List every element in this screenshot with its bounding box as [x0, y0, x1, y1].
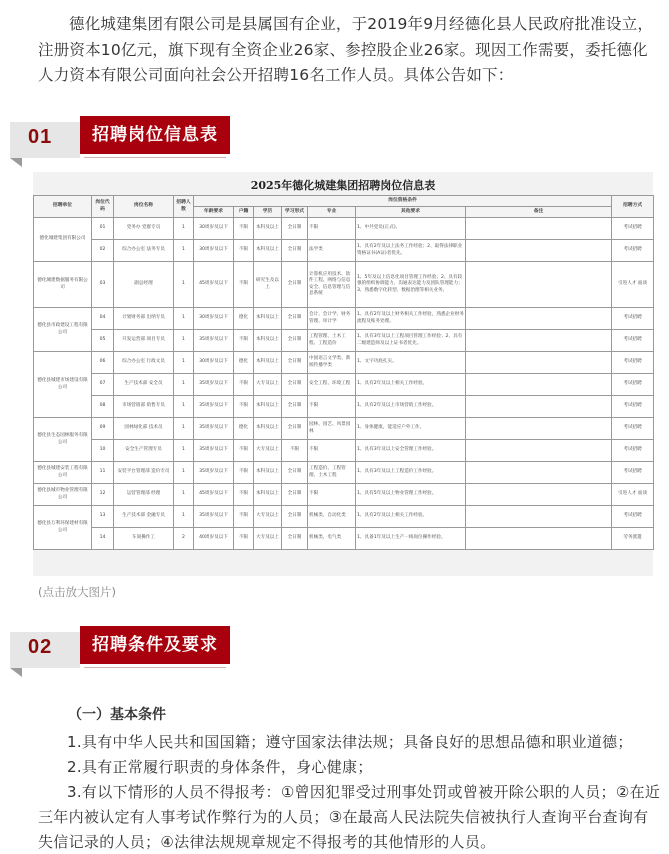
table-cell-study: 全日制 [282, 240, 308, 262]
table-cell-edu: 本科及以上 [254, 240, 282, 262]
table-cell-edu: 本科及以上 [254, 462, 282, 484]
table-cell-hukou: 德化 [234, 308, 254, 330]
table-cell-code: 05 [92, 330, 114, 352]
table-cell-study: 全日制 [282, 418, 308, 440]
table-cell-name: 综合办公室 行政文员 [114, 352, 174, 374]
table-cell-method: 考试招聘 [612, 418, 654, 440]
table-cell-hukou: 不限 [234, 262, 254, 308]
table-cell-count: 1 [174, 374, 194, 396]
table-cell-note [466, 396, 612, 418]
table-cell-age: 35周岁及以下 [194, 462, 234, 484]
table-cell-note [466, 506, 612, 528]
table-cell-other: 1、具有2年及以上财务相关工作经验，熟悉企业财务流程及账务处理。 [356, 308, 466, 330]
table-cell-major: 安全工程、环境工程 [308, 374, 356, 396]
table-cell-note [466, 484, 612, 506]
table-cell-study: 全日制 [282, 506, 308, 528]
table-cell-edu: 本科及以上 [254, 484, 282, 506]
table-cell-age: 30周岁及以下 [194, 352, 234, 374]
table-cell-age: 45周岁及以下 [194, 262, 234, 308]
table-cell-note [466, 374, 612, 396]
table-row [34, 240, 654, 262]
table-cell-hukou: 不限 [234, 218, 254, 240]
table-title: 2025年德化城建集团招聘岗位信息表 [250, 179, 436, 192]
table-cell-note [466, 528, 612, 550]
table-cell-edu: 大专及以上 [254, 374, 282, 396]
table-cell-method: 考试招聘 [612, 462, 654, 484]
image-caption: (点击放大图片) [38, 585, 116, 599]
table-cell-count: 1 [174, 484, 194, 506]
table-cell-code: 04 [92, 308, 114, 330]
table-cell-count: 1 [174, 396, 194, 418]
table-cell-major: 不限 [308, 440, 356, 462]
table-cell-note [466, 308, 612, 330]
table-cell-age: 35周岁及以下 [194, 418, 234, 440]
table-cell-method: 考试招聘 [612, 506, 654, 528]
table-cell-name: 园林绿化部 技术员 [114, 418, 174, 440]
table-cell-major: 计算机应用技术、软件工程、网络与信息安全、信息管理与信息系统 [308, 262, 356, 308]
section-header-positions [10, 116, 240, 168]
table-cell-hukou: 不限 [234, 396, 254, 418]
table-cell-count: 1 [174, 240, 194, 262]
table-cell-note [466, 352, 612, 374]
table-cell-unit: 德化城建数据服务有限公司 [34, 262, 92, 308]
table-cell-edu: 研究生及以上 [254, 262, 282, 308]
table-cell-name: 市场营销部 销售专员 [114, 396, 174, 418]
section-number: 02 [28, 636, 53, 658]
table-cell-count: 1 [174, 308, 194, 330]
table-row [34, 308, 654, 330]
table-cell-edu: 本科及以上 [254, 396, 282, 418]
col-conditions: 岗位资格条件 [194, 196, 612, 207]
section-title: 招聘岗位信息表 [80, 116, 230, 154]
table-cell-edu: 本科及以上 [254, 352, 282, 374]
col-count: 招聘人数 [174, 196, 194, 218]
table-cell-count: 1 [174, 506, 194, 528]
table-cell-method: 考试招聘 [612, 440, 654, 462]
condition-item: 2.具有正常履行职责的身体条件，身心健康； [67, 758, 373, 776]
table-cell-age: 35周岁及以下 [194, 396, 234, 418]
table-cell-method: 考试招聘 [612, 374, 654, 396]
table-cell-note [466, 240, 612, 262]
table-cell-other: 1、身体健康，能适应户外工作。 [356, 418, 466, 440]
table-cell-major: 会计、会计学、财务管理、审计学 [308, 308, 356, 330]
table-cell-study: 全日制 [282, 330, 308, 352]
col-edu: 学历 [254, 207, 282, 218]
intro-paragraph: 德化城建集团有限公司是县属国有企业，于2019年9月经德化县人民政府批准设立，注册资本10亿元，旗下现有全资企业26家、参控股企业26家。现因工作需要，委托德化人力资本有限公司面向社会公开招聘16名工作人员。具体公告如下： [38, 15, 654, 84]
table-cell-study: 不限 [282, 440, 308, 462]
col-note: 备注 [466, 207, 612, 218]
job-table-image[interactable] [33, 172, 653, 576]
col-study: 学习形式 [282, 207, 308, 218]
basic-conditions-title: （一）基本条件 [68, 707, 166, 723]
table-cell-study: 全日制 [282, 218, 308, 240]
table-cell-name: 生产技术部 金融专员 [114, 506, 174, 528]
table-cell-other: 1、5年及以上信息化项目管理工作经验；2、具有较强的组织协调能力、沟通表达能力及团队管理能力；3、熟悉数字化转型、数据治理等相关业务。 [356, 262, 466, 308]
table-row [34, 462, 654, 484]
table-cell-name: 综合办公室 法务专员 [114, 240, 174, 262]
table-cell-other: 1、具有3年及以上工程造价工作经验。 [356, 462, 466, 484]
table-row [34, 506, 654, 528]
table-row [34, 418, 654, 440]
table-cell-age: 30周岁及以下 [194, 308, 234, 330]
table-cell-hukou: 德化 [234, 352, 254, 374]
table-cell-name: 计划财务部 出纳专员 [114, 308, 174, 330]
col-unit: 招聘单位 [34, 196, 92, 218]
condition-item: 3.有以下情形的人员不得报考：①曾因犯罪受过刑事处罚或曾被开除公职的人员；②在近三年内被认定有人事考试作弊行为的人员；③在最高人民法院失信被执行人查询平台查询有失信记录的人员；④法律法规规章规定不得报考的其他情形的人员。 [38, 783, 661, 851]
table-cell-hukou: 不限 [234, 440, 254, 462]
table-cell-study: 全日制 [282, 396, 308, 418]
table-cell-note [466, 462, 612, 484]
table-cell-hukou: 德化 [234, 418, 254, 440]
table-cell-other: 1、具有2年及以上相关工作经验。 [356, 374, 466, 396]
table-cell-hukou: 不限 [234, 462, 254, 484]
table-row [34, 396, 654, 418]
table-cell-method: 考试招聘 [612, 352, 654, 374]
table-cell-code: 13 [92, 506, 114, 528]
table-cell-unit: 德化县城市物业管理有限公司 [34, 484, 92, 506]
table-cell-code: 01 [92, 218, 114, 240]
col-hukou: 户籍 [234, 207, 254, 218]
table-cell-note [466, 440, 612, 462]
table-cell-unit: 德化县万利环保建材有限公司 [34, 506, 92, 550]
table-cell-name: 车间操作工 [114, 528, 174, 550]
table-cell-hukou: 不限 [234, 240, 254, 262]
section-fold-decoration [10, 158, 22, 167]
table-cell-study: 全日制 [282, 374, 308, 396]
table-cell-study: 全日制 [282, 308, 308, 330]
table-cell-major: 不限 [308, 218, 356, 240]
table-cell-method: 考试招聘 [612, 240, 654, 262]
table-cell-name: 开发运营部 项目专员 [114, 330, 174, 352]
table-cell-major: 工程管理、土木工程、工程造价 [308, 330, 356, 352]
table-cell-other: 1、具有5年及以上物业管理工作经验。 [356, 484, 466, 506]
table-cell-hukou: 不限 [234, 506, 254, 528]
table-cell-note [466, 418, 612, 440]
col-major: 专业 [308, 207, 356, 218]
table-cell-method: 引进人才 面谈 [612, 484, 654, 506]
table-cell-count: 2 [174, 528, 194, 550]
col-method: 招聘方式 [612, 196, 654, 218]
table-cell-edu: 大专及以上 [254, 440, 282, 462]
table-cell-method: 考试招聘 [612, 396, 654, 418]
table-cell-name: 安全生产管理专员 [114, 440, 174, 462]
table-cell-major: 机械类、电气类 [308, 528, 356, 550]
table-row [34, 440, 654, 462]
table-cell-study: 全日制 [282, 528, 308, 550]
table-cell-study: 全日制 [282, 462, 308, 484]
table-cell-code: 10 [92, 440, 114, 462]
table-row [34, 528, 654, 550]
table-cell-method: 劳务派遣 [612, 528, 654, 550]
table-cell-note [466, 330, 612, 352]
table-cell-study: 全日制 [282, 262, 308, 308]
table-cell-note [466, 262, 612, 308]
table-row [34, 218, 654, 240]
table-cell-edu: 大专及以上 [254, 506, 282, 528]
table-cell-study: 全日制 [282, 484, 308, 506]
table-cell-name: 副总经理 [114, 262, 174, 308]
table-cell-name: 生产技术部 安全员 [114, 374, 174, 396]
table-cell-count: 1 [174, 218, 194, 240]
table-cell-edu: 本科及以上 [254, 308, 282, 330]
table-row [34, 484, 654, 506]
table-cell-other: 1、中共党员(正式)。 [356, 218, 466, 240]
table-cell-age: 30周岁及以下 [194, 218, 234, 240]
table-cell-other: 1、具有3年及以上安全管理工作经验。 [356, 440, 466, 462]
table-cell-study: 全日制 [282, 352, 308, 374]
table-cell-method: 引进人才 面谈 [612, 262, 654, 308]
table-row [34, 262, 654, 308]
table-cell-major: 工程造价、工程管理、土木工程 [308, 462, 356, 484]
table-cell-other: 1、具有2年及以上市场营销工作经验。 [356, 396, 466, 418]
col-other: 其他要求 [356, 207, 466, 218]
table-cell-code: 07 [92, 374, 114, 396]
table-cell-count: 1 [174, 462, 194, 484]
table-cell-unit: 德化县市政建设工程有限公司 [34, 308, 92, 352]
table-cell-code: 02 [92, 240, 114, 262]
table-cell-other: 1、具有3年及以上工程项目管理工作经验；2、具有二级建造师及以上证书者优先。 [356, 330, 466, 352]
table-cell-count: 1 [174, 262, 194, 308]
table-cell-age: 45周岁及以下 [194, 484, 234, 506]
table-cell-hukou: 不限 [234, 484, 254, 506]
job-table-body [34, 218, 654, 550]
table-cell-age: 35周岁及以下 [194, 440, 234, 462]
table-cell-age: 35周岁及以下 [194, 374, 234, 396]
table-cell-code: 06 [92, 352, 114, 374]
table-cell-age: 35周岁及以下 [194, 330, 234, 352]
table-cell-unit: 德化城建集团有限公司 [34, 218, 92, 262]
table-cell-code: 09 [92, 418, 114, 440]
table-cell-code: 14 [92, 528, 114, 550]
table-cell-code: 11 [92, 462, 114, 484]
table-cell-unit: 德化县城建市场建设有限公司 [34, 352, 92, 418]
table-cell-count: 1 [174, 418, 194, 440]
table-row [34, 330, 654, 352]
condition-item: 1.具有中华人民共和国国籍；遵守国家法律法规；具备良好的思想品德和职业道德； [67, 733, 633, 751]
table-cell-code: 12 [92, 484, 114, 506]
job-table [33, 195, 654, 550]
table-cell-major: 法学类 [308, 240, 356, 262]
table-cell-edu: 本科及以上 [254, 418, 282, 440]
table-cell-major: 中国语言文学类、新闻传播学类 [308, 352, 356, 374]
table-cell-method: 考试招聘 [612, 218, 654, 240]
table-cell-name: 运营管理部 经理 [114, 484, 174, 506]
table-cell-hukou: 不限 [234, 374, 254, 396]
table-cell-count: 1 [174, 352, 194, 374]
table-cell-hukou: 不限 [234, 330, 254, 352]
table-cell-method: 考试招聘 [612, 308, 654, 330]
table-cell-age: 40周岁及以下 [194, 528, 234, 550]
table-cell-edu: 大专及以上 [254, 528, 282, 550]
table-cell-hukou: 不限 [234, 528, 254, 550]
table-cell-major: 不限 [308, 484, 356, 506]
section-title: 招聘条件及要求 [80, 626, 230, 664]
table-row [34, 374, 654, 396]
table-cell-name: 安装平台管理部 造价专员 [114, 462, 174, 484]
table-cell-method: 考试招聘 [612, 330, 654, 352]
table-cell-age: 30周岁及以下 [194, 240, 234, 262]
table-cell-major: 园林、园艺、风景园林 [308, 418, 356, 440]
col-name: 岗位名称 [114, 196, 174, 218]
table-cell-major: 机械类、自动化类 [308, 506, 356, 528]
table-cell-code: 08 [92, 396, 114, 418]
table-cell-count: 1 [174, 330, 194, 352]
table-cell-major: 不限 [308, 396, 356, 418]
section-number: 01 [28, 126, 53, 148]
table-cell-other: 1、具有2年及以上法务工作经验；2、取得法律职业资格证书(A证)者优先。 [356, 240, 466, 262]
table-cell-other: 1、具备1年及以上生产一线岗位操作经验。 [356, 528, 466, 550]
col-age: 年龄要求 [194, 207, 234, 218]
table-cell-count: 1 [174, 440, 194, 462]
section-fold-decoration [10, 668, 22, 677]
table-cell-unit: 德化县生态园林服务有限公司 [34, 418, 92, 462]
table-cell-other: 1、具有2年及以上相关工作经验。 [356, 506, 466, 528]
table-cell-unit: 德化县城建安装工程有限公司 [34, 462, 92, 484]
table-cell-other: 1、文字功底扎实。 [356, 352, 466, 374]
table-cell-name: 党务办 党群专员 [114, 218, 174, 240]
table-cell-code: 03 [92, 262, 114, 308]
table-cell-edu: 本科及以上 [254, 218, 282, 240]
col-code: 岗位代码 [92, 196, 114, 218]
section-header-requirements [10, 626, 240, 678]
table-cell-age: 35周岁及以下 [194, 506, 234, 528]
table-cell-note [466, 218, 612, 240]
table-cell-edu: 本科及以上 [254, 330, 282, 352]
table-row [34, 352, 654, 374]
